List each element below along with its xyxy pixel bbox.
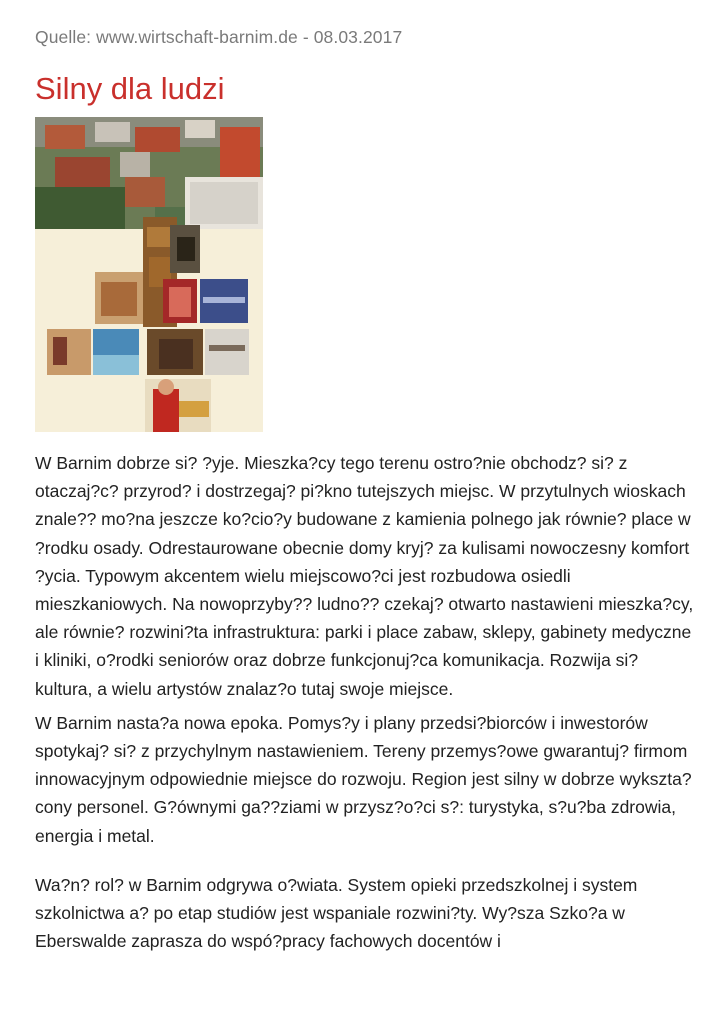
source-line: Quelle: www.wirtschaft-barnim.de - 08.03.2017	[35, 27, 403, 47]
paragraph: W Barnim dobrze si? ?yje. Mieszka?cy tego terenu ostro?nie obchodz? si? z otaczaj?c? przyrod? i dostrzegaj? pi?kno tutejszych miejsc. W przytulnych wioskach znale?? mo?na jeszcze ko?cio?y budowane z kamienia polnego jak równie? place w ?rodku osady. Odrestaurowane obecnie domy kryj? za kulisami nowoczesny komfort ?ycia. Typowym akcentem wielu miejscowo?ci jest rozbudowa osiedli mieszkaniowych. Na nowoprzyby?? ludno?? czekaj? otwarto nastawieni mieszka?cy, ale równie? rozwini?ta infrastruktura: parki i place zabaw, sklepy, gabinety medyczne i kliniki, o?rodki seniorów oraz dobrze funkcjonuj?ca komunikacja. Rozwija si? kultura, a wielu artystów znalaz?o tutaj swoje miejsce.	[35, 453, 694, 699]
cover-image	[35, 117, 263, 432]
paragraph: W Barnim nasta?a nowa epoka. Pomys?y i plany przedsi?biorców i inwestorów spotykaj? si? z przychylnym nastawieniem. Tereny przemys?owe gwarantuj? firmom innowacyjnym odpowiednie miejsce do rozwoju. Region jest silny w dobrze wykszta?cony personel. G?ównymi ga??ziami w przysz?o?ci s?: turystyka, s?u?ba zdrowia, energia i metal.	[35, 712, 692, 846]
article-title: Silny dla ludzi	[35, 71, 225, 106]
article-body	[35, 449, 695, 955]
paragraph: Wa?n? rol? w Barnim odgrywa o?wiata. System opieki przedszkolnej i system szkolnictwa a? po etap studiów jest wspaniale rozwini?ty. Wy?sza Szko?a w Eberswalde zaprasza do wspó?pracy fachowych docentów i	[35, 874, 638, 952]
